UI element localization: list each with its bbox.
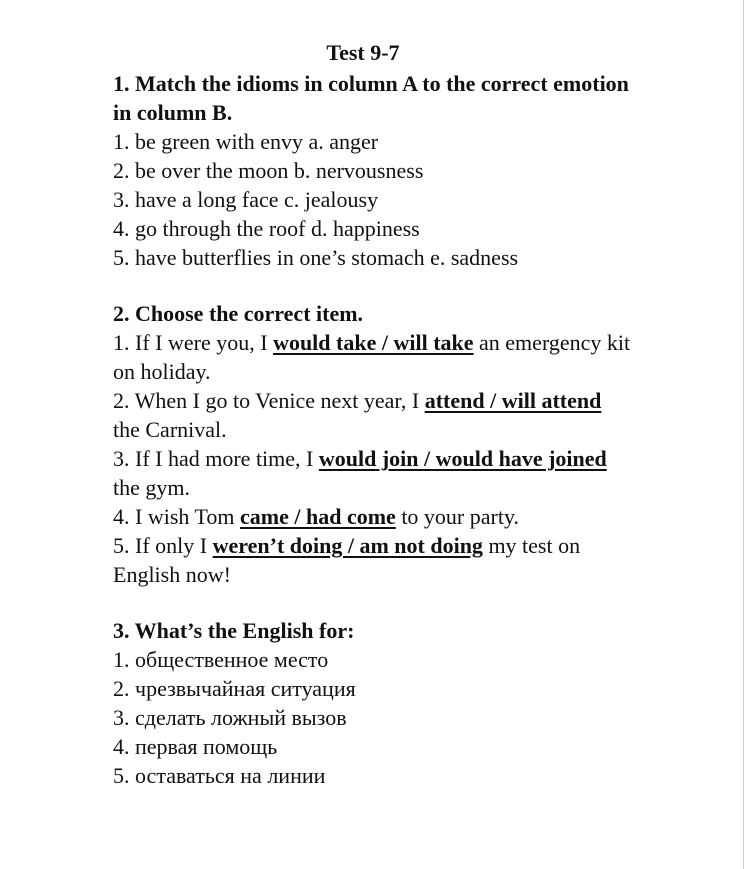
section-heading: 1. Match the idioms in column A to the correct emotion in column B. (113, 71, 629, 125)
list-item: 3. have a long face c. jealousy (113, 187, 379, 212)
list-item: 2. be over the moon b. nervousness (113, 158, 424, 183)
list-item: 5. оставаться на линии (113, 763, 326, 788)
question-text: 4. I wish Tom (113, 504, 241, 529)
question-text: the gym. (113, 475, 190, 500)
question-text: 2. When I go to Venice next year, I (113, 388, 425, 413)
list-item: 1. общественное место (113, 647, 329, 672)
list-item: 5. have butterflies in one’s stomach e. sadness (113, 245, 519, 270)
question-item (113, 386, 633, 444)
list-item: 4. go through the roof d. happiness (113, 216, 420, 241)
answer-options: came / had come (240, 504, 396, 529)
list-item: 4. первая помощь (113, 734, 278, 759)
question-text: 5. If only I (113, 533, 213, 558)
question-item (113, 444, 633, 502)
question-text: the Carnival. (113, 417, 227, 442)
section-translate (113, 616, 633, 790)
section-heading: 2. Choose the correct item. (113, 301, 364, 326)
question-item (113, 531, 633, 589)
answer-options: attend / will attend (424, 388, 602, 413)
answer-options: would take / will take (273, 330, 474, 355)
section-spacer (113, 589, 633, 616)
question-text: 3. If I had more time, I (113, 446, 319, 471)
section-choose-item (113, 299, 633, 589)
section-heading: 3. What’s the English for: (113, 618, 355, 643)
list-item: 1. be green with envy a. anger (113, 129, 379, 154)
question-text: my test on English now! (113, 533, 581, 587)
question-item (113, 502, 633, 531)
test-title: Test 9-7 (326, 40, 400, 65)
answer-options: weren’t doing / am not doing (212, 533, 483, 558)
question-text: to your party. (395, 504, 520, 529)
question-text: 1. If I were you, I (113, 330, 274, 355)
document-body (113, 37, 633, 790)
list-item: 3. сделать ложный вызов (113, 705, 347, 730)
answer-options: would join / would have joined (318, 446, 607, 471)
section-match-idioms (113, 69, 633, 272)
section-spacer (113, 272, 633, 299)
question-text: an emergency kit on holiday. (113, 330, 631, 384)
question-item (113, 328, 633, 386)
list-item: 2. чрезвычайная ситуация (113, 676, 356, 701)
